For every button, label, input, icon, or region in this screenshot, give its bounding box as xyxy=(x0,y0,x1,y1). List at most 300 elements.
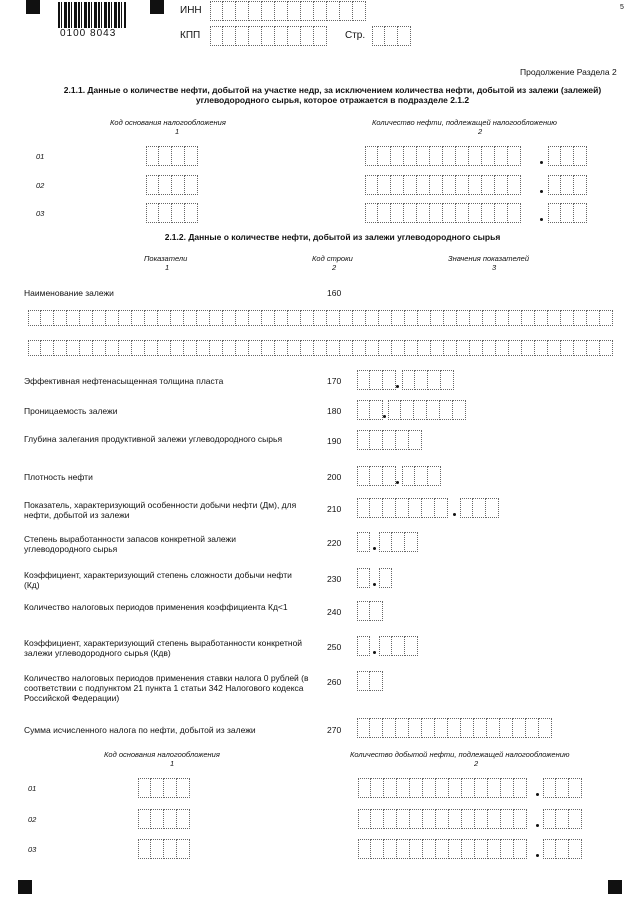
input-cell[interactable] xyxy=(543,839,556,859)
input-cell[interactable] xyxy=(409,718,422,738)
input-cell[interactable] xyxy=(487,718,500,738)
input-cell[interactable] xyxy=(301,26,314,46)
input-cell[interactable] xyxy=(371,778,384,798)
indicator-value-frac-cells[interactable] xyxy=(388,400,466,420)
input-cell[interactable] xyxy=(574,310,587,326)
input-cell[interactable] xyxy=(561,146,574,166)
input-cell[interactable] xyxy=(210,310,223,326)
input-cell[interactable] xyxy=(314,310,327,326)
input-cell[interactable] xyxy=(404,203,417,223)
input-cell[interactable] xyxy=(475,809,488,829)
input-cell[interactable] xyxy=(379,532,392,552)
input-cell[interactable] xyxy=(146,146,159,166)
input-cell[interactable] xyxy=(383,370,396,390)
input-cell[interactable] xyxy=(401,400,414,420)
input-cell[interactable] xyxy=(210,1,223,21)
input-cell[interactable] xyxy=(574,146,587,166)
s211-row-qty-cells[interactable] xyxy=(365,203,521,223)
input-cell[interactable] xyxy=(509,310,522,326)
indicator-value-frac-cells[interactable] xyxy=(402,370,454,390)
input-cell[interactable] xyxy=(146,175,159,195)
input-cell[interactable] xyxy=(357,601,370,621)
input-cell[interactable] xyxy=(379,340,392,356)
input-cell[interactable] xyxy=(353,310,366,326)
input-cell[interactable] xyxy=(444,340,457,356)
input-cell[interactable] xyxy=(548,203,561,223)
input-cell[interactable] xyxy=(184,310,197,326)
bottom-row-qty-frac-cells[interactable] xyxy=(543,778,582,798)
input-cell[interactable] xyxy=(171,310,184,326)
input-cell[interactable] xyxy=(449,809,462,829)
input-cell[interactable] xyxy=(556,839,569,859)
input-cell[interactable] xyxy=(462,839,475,859)
indicator-value-cells[interactable] xyxy=(357,601,383,621)
input-cell[interactable] xyxy=(473,498,486,518)
input-cell[interactable] xyxy=(236,1,249,21)
input-cell[interactable] xyxy=(185,146,198,166)
input-cell[interactable] xyxy=(28,340,41,356)
input-cell[interactable] xyxy=(236,310,249,326)
input-cell[interactable] xyxy=(314,340,327,356)
input-cell[interactable] xyxy=(574,175,587,195)
bottom-row-qty-cells[interactable] xyxy=(358,809,527,829)
input-cell[interactable] xyxy=(262,340,275,356)
input-cell[interactable] xyxy=(486,498,499,518)
input-cell[interactable] xyxy=(54,340,67,356)
input-cell[interactable] xyxy=(138,778,151,798)
input-cell[interactable] xyxy=(398,26,411,46)
bottom-row-code-cells[interactable] xyxy=(138,839,190,859)
input-cell[interactable] xyxy=(371,809,384,829)
input-cell[interactable] xyxy=(301,1,314,21)
input-cell[interactable] xyxy=(475,839,488,859)
input-cell[interactable] xyxy=(496,340,509,356)
input-cell[interactable] xyxy=(561,175,574,195)
input-cell[interactable] xyxy=(397,778,410,798)
input-cell[interactable] xyxy=(405,636,418,656)
input-cell[interactable] xyxy=(370,466,383,486)
indicator-value-cells[interactable] xyxy=(357,671,383,691)
input-cell[interactable] xyxy=(483,310,496,326)
input-cell[interactable] xyxy=(443,146,456,166)
input-cell[interactable] xyxy=(561,203,574,223)
input-cell[interactable] xyxy=(392,636,405,656)
input-cell[interactable] xyxy=(539,718,552,738)
input-cell[interactable] xyxy=(435,498,448,518)
input-cell[interactable] xyxy=(159,175,172,195)
input-cell[interactable] xyxy=(436,778,449,798)
input-cell[interactable] xyxy=(526,718,539,738)
input-cell[interactable] xyxy=(392,310,405,326)
input-cell[interactable] xyxy=(249,1,262,21)
input-cell[interactable] xyxy=(93,340,106,356)
input-cell[interactable] xyxy=(177,809,190,829)
input-cell[interactable] xyxy=(508,203,521,223)
input-cell[interactable] xyxy=(378,175,391,195)
input-cell[interactable] xyxy=(456,203,469,223)
input-cell[interactable] xyxy=(417,175,430,195)
input-cell[interactable] xyxy=(379,636,392,656)
input-cell[interactable] xyxy=(405,532,418,552)
input-cell[interactable] xyxy=(482,146,495,166)
input-cell[interactable] xyxy=(327,340,340,356)
input-cell[interactable] xyxy=(340,1,353,21)
input-cell[interactable] xyxy=(262,26,275,46)
input-cell[interactable] xyxy=(475,778,488,798)
input-cell[interactable] xyxy=(28,310,41,326)
input-cell[interactable] xyxy=(430,146,443,166)
input-cell[interactable] xyxy=(543,809,556,829)
deposit-name-cells-row1[interactable] xyxy=(28,310,613,326)
s211-row-qty-cells[interactable] xyxy=(365,175,521,195)
input-cell[interactable] xyxy=(366,310,379,326)
input-cell[interactable] xyxy=(409,498,422,518)
input-cell[interactable] xyxy=(501,809,514,829)
input-cell[interactable] xyxy=(457,340,470,356)
input-cell[interactable] xyxy=(378,203,391,223)
input-cell[interactable] xyxy=(159,203,172,223)
input-cell[interactable] xyxy=(514,839,527,859)
input-cell[interactable] xyxy=(543,778,556,798)
input-cell[interactable] xyxy=(340,310,353,326)
input-cell[interactable] xyxy=(443,203,456,223)
input-cell[interactable] xyxy=(370,718,383,738)
input-cell[interactable] xyxy=(500,718,513,738)
input-cell[interactable] xyxy=(197,340,210,356)
input-cell[interactable] xyxy=(392,340,405,356)
indicator-value-cells[interactable] xyxy=(357,568,370,588)
input-cell[interactable] xyxy=(495,175,508,195)
input-cell[interactable] xyxy=(172,146,185,166)
input-cell[interactable] xyxy=(145,340,158,356)
input-cell[interactable] xyxy=(402,370,415,390)
input-cell[interactable] xyxy=(370,671,383,691)
input-cell[interactable] xyxy=(396,498,409,518)
input-cell[interactable] xyxy=(172,175,185,195)
input-cell[interactable] xyxy=(177,778,190,798)
input-cell[interactable] xyxy=(138,839,151,859)
input-cell[interactable] xyxy=(495,203,508,223)
input-cell[interactable] xyxy=(514,778,527,798)
input-cell[interactable] xyxy=(495,146,508,166)
bottom-row-qty-cells[interactable] xyxy=(358,778,527,798)
input-cell[interactable] xyxy=(396,718,409,738)
input-cell[interactable] xyxy=(457,310,470,326)
input-cell[interactable] xyxy=(164,809,177,829)
input-cell[interactable] xyxy=(41,340,54,356)
indicator-value-cells[interactable] xyxy=(357,370,396,390)
input-cell[interactable] xyxy=(370,498,383,518)
input-cell[interactable] xyxy=(357,671,370,691)
input-cell[interactable] xyxy=(80,310,93,326)
input-cell[interactable] xyxy=(415,370,428,390)
input-cell[interactable] xyxy=(587,340,600,356)
input-cell[interactable] xyxy=(353,340,366,356)
input-cell[interactable] xyxy=(358,839,371,859)
input-cell[interactable] xyxy=(67,340,80,356)
input-cell[interactable] xyxy=(357,498,370,518)
input-cell[interactable] xyxy=(185,203,198,223)
s211-row-qty-cells[interactable] xyxy=(365,146,521,166)
input-cell[interactable] xyxy=(431,340,444,356)
input-cell[interactable] xyxy=(210,26,223,46)
input-cell[interactable] xyxy=(371,839,384,859)
input-cell[interactable] xyxy=(379,310,392,326)
input-cell[interactable] xyxy=(358,809,371,829)
input-cell[interactable] xyxy=(357,430,370,450)
input-cell[interactable] xyxy=(418,340,431,356)
input-cell[interactable] xyxy=(383,498,396,518)
bottom-row-qty-frac-cells[interactable] xyxy=(543,839,582,859)
input-cell[interactable] xyxy=(288,340,301,356)
input-cell[interactable] xyxy=(357,532,370,552)
input-cell[interactable] xyxy=(262,1,275,21)
input-cell[interactable] xyxy=(392,532,405,552)
bottom-row-qty-cells[interactable] xyxy=(358,839,527,859)
input-cell[interactable] xyxy=(340,340,353,356)
input-cell[interactable] xyxy=(561,310,574,326)
input-cell[interactable] xyxy=(430,203,443,223)
input-cell[interactable] xyxy=(288,1,301,21)
input-cell[interactable] xyxy=(449,778,462,798)
input-cell[interactable] xyxy=(462,809,475,829)
input-cell[interactable] xyxy=(561,340,574,356)
input-cell[interactable] xyxy=(384,778,397,798)
indicator-value-cells[interactable] xyxy=(357,718,552,738)
input-cell[interactable] xyxy=(106,310,119,326)
input-cell[interactable] xyxy=(569,839,582,859)
input-cell[interactable] xyxy=(301,340,314,356)
input-cell[interactable] xyxy=(441,370,454,390)
input-cell[interactable] xyxy=(370,430,383,450)
input-cell[interactable] xyxy=(223,310,236,326)
input-cell[interactable] xyxy=(415,466,428,486)
input-cell[interactable] xyxy=(514,809,527,829)
input-cell[interactable] xyxy=(417,146,430,166)
input-cell[interactable] xyxy=(236,340,249,356)
input-cell[interactable] xyxy=(314,1,327,21)
input-cell[interactable] xyxy=(372,26,385,46)
input-cell[interactable] xyxy=(370,400,383,420)
input-cell[interactable] xyxy=(223,340,236,356)
input-cell[interactable] xyxy=(422,718,435,738)
input-cell[interactable] xyxy=(151,778,164,798)
input-cell[interactable] xyxy=(556,778,569,798)
input-cell[interactable] xyxy=(501,839,514,859)
input-cell[interactable] xyxy=(93,310,106,326)
input-cell[interactable] xyxy=(483,340,496,356)
input-cell[interactable] xyxy=(275,340,288,356)
kpp-cells[interactable] xyxy=(210,26,327,46)
input-cell[interactable] xyxy=(388,400,401,420)
input-cell[interactable] xyxy=(449,839,462,859)
input-cell[interactable] xyxy=(391,175,404,195)
input-cell[interactable] xyxy=(410,839,423,859)
input-cell[interactable] xyxy=(428,370,441,390)
input-cell[interactable] xyxy=(314,26,327,46)
input-cell[interactable] xyxy=(535,310,548,326)
input-cell[interactable] xyxy=(197,310,210,326)
input-cell[interactable] xyxy=(569,778,582,798)
input-cell[interactable] xyxy=(443,175,456,195)
input-cell[interactable] xyxy=(172,203,185,223)
input-cell[interactable] xyxy=(427,400,440,420)
input-cell[interactable] xyxy=(440,400,453,420)
input-cell[interactable] xyxy=(396,430,409,450)
s211-row-code-cells[interactable] xyxy=(146,146,198,166)
input-cell[interactable] xyxy=(262,310,275,326)
input-cell[interactable] xyxy=(574,203,587,223)
input-cell[interactable] xyxy=(397,809,410,829)
indicator-value-frac-cells[interactable] xyxy=(379,568,392,588)
s211-row-code-cells[interactable] xyxy=(146,175,198,195)
input-cell[interactable] xyxy=(587,310,600,326)
input-cell[interactable] xyxy=(366,340,379,356)
input-cell[interactable] xyxy=(470,310,483,326)
indicator-value-cells[interactable] xyxy=(357,466,396,486)
input-cell[interactable] xyxy=(106,340,119,356)
input-cell[interactable] xyxy=(80,340,93,356)
input-cell[interactable] xyxy=(535,340,548,356)
input-cell[interactable] xyxy=(275,1,288,21)
input-cell[interactable] xyxy=(522,310,535,326)
input-cell[interactable] xyxy=(249,310,262,326)
input-cell[interactable] xyxy=(548,340,561,356)
input-cell[interactable] xyxy=(164,778,177,798)
indicator-value-frac-cells[interactable] xyxy=(379,636,418,656)
input-cell[interactable] xyxy=(383,430,396,450)
input-cell[interactable] xyxy=(444,310,457,326)
input-cell[interactable] xyxy=(513,718,526,738)
input-cell[interactable] xyxy=(548,146,561,166)
input-cell[interactable] xyxy=(210,340,223,356)
input-cell[interactable] xyxy=(508,175,521,195)
input-cell[interactable] xyxy=(469,175,482,195)
input-cell[interactable] xyxy=(223,1,236,21)
input-cell[interactable] xyxy=(249,26,262,46)
input-cell[interactable] xyxy=(482,203,495,223)
input-cell[interactable] xyxy=(462,778,475,798)
input-cell[interactable] xyxy=(370,370,383,390)
input-cell[interactable] xyxy=(422,498,435,518)
input-cell[interactable] xyxy=(357,466,370,486)
input-cell[interactable] xyxy=(469,203,482,223)
input-cell[interactable] xyxy=(327,1,340,21)
input-cell[interactable] xyxy=(509,340,522,356)
input-cell[interactable] xyxy=(379,568,392,588)
input-cell[interactable] xyxy=(423,839,436,859)
input-cell[interactable] xyxy=(456,146,469,166)
s211-row-qty-frac-cells[interactable] xyxy=(548,203,587,223)
input-cell[interactable] xyxy=(249,340,262,356)
input-cell[interactable] xyxy=(404,175,417,195)
s211-row-code-cells[interactable] xyxy=(146,203,198,223)
input-cell[interactable] xyxy=(488,839,501,859)
input-cell[interactable] xyxy=(431,310,444,326)
s211-row-qty-frac-cells[interactable] xyxy=(548,146,587,166)
input-cell[interactable] xyxy=(146,203,159,223)
indicator-value-frac-cells[interactable] xyxy=(460,498,499,518)
indicator-value-cells[interactable] xyxy=(357,532,370,552)
input-cell[interactable] xyxy=(357,568,370,588)
input-cell[interactable] xyxy=(275,26,288,46)
input-cell[interactable] xyxy=(164,839,177,859)
input-cell[interactable] xyxy=(275,310,288,326)
input-cell[interactable] xyxy=(410,778,423,798)
input-cell[interactable] xyxy=(223,26,236,46)
input-cell[interactable] xyxy=(138,809,151,829)
input-cell[interactable] xyxy=(132,340,145,356)
input-cell[interactable] xyxy=(151,809,164,829)
s211-row-qty-frac-cells[interactable] xyxy=(548,175,587,195)
input-cell[interactable] xyxy=(159,146,172,166)
input-cell[interactable] xyxy=(67,310,80,326)
input-cell[interactable] xyxy=(158,310,171,326)
input-cell[interactable] xyxy=(353,1,366,21)
input-cell[interactable] xyxy=(574,340,587,356)
input-cell[interactable] xyxy=(357,636,370,656)
input-cell[interactable] xyxy=(357,718,370,738)
input-cell[interactable] xyxy=(236,26,249,46)
input-cell[interactable] xyxy=(496,310,509,326)
input-cell[interactable] xyxy=(548,310,561,326)
bottom-row-code-cells[interactable] xyxy=(138,778,190,798)
input-cell[interactable] xyxy=(358,778,371,798)
input-cell[interactable] xyxy=(54,310,67,326)
input-cell[interactable] xyxy=(448,718,461,738)
input-cell[interactable] xyxy=(383,718,396,738)
input-cell[interactable] xyxy=(469,146,482,166)
input-cell[interactable] xyxy=(288,310,301,326)
input-cell[interactable] xyxy=(488,809,501,829)
input-cell[interactable] xyxy=(428,466,441,486)
input-cell[interactable] xyxy=(456,175,469,195)
input-cell[interactable] xyxy=(158,340,171,356)
input-cell[interactable] xyxy=(357,370,370,390)
input-cell[interactable] xyxy=(423,778,436,798)
input-cell[interactable] xyxy=(365,203,378,223)
indicator-value-cells[interactable] xyxy=(357,498,448,518)
input-cell[interactable] xyxy=(522,340,535,356)
input-cell[interactable] xyxy=(397,839,410,859)
input-cell[interactable] xyxy=(391,203,404,223)
input-cell[interactable] xyxy=(402,466,415,486)
input-cell[interactable] xyxy=(145,310,158,326)
page-cells[interactable] xyxy=(372,26,411,46)
input-cell[interactable] xyxy=(405,310,418,326)
input-cell[interactable] xyxy=(423,809,436,829)
input-cell[interactable] xyxy=(409,430,422,450)
input-cell[interactable] xyxy=(288,26,301,46)
input-cell[interactable] xyxy=(600,340,613,356)
input-cell[interactable] xyxy=(301,310,314,326)
indicator-value-frac-cells[interactable] xyxy=(379,532,418,552)
inn-cells[interactable] xyxy=(210,1,366,21)
input-cell[interactable] xyxy=(404,146,417,166)
input-cell[interactable] xyxy=(132,310,145,326)
input-cell[interactable] xyxy=(184,340,197,356)
input-cell[interactable] xyxy=(370,601,383,621)
indicator-value-cells[interactable] xyxy=(357,430,422,450)
input-cell[interactable] xyxy=(418,310,431,326)
input-cell[interactable] xyxy=(488,778,501,798)
input-cell[interactable] xyxy=(436,839,449,859)
indicator-value-cells[interactable] xyxy=(357,400,383,420)
input-cell[interactable] xyxy=(410,809,423,829)
input-cell[interactable] xyxy=(470,340,483,356)
deposit-name-cells-row2[interactable] xyxy=(28,340,613,356)
input-cell[interactable] xyxy=(383,466,396,486)
